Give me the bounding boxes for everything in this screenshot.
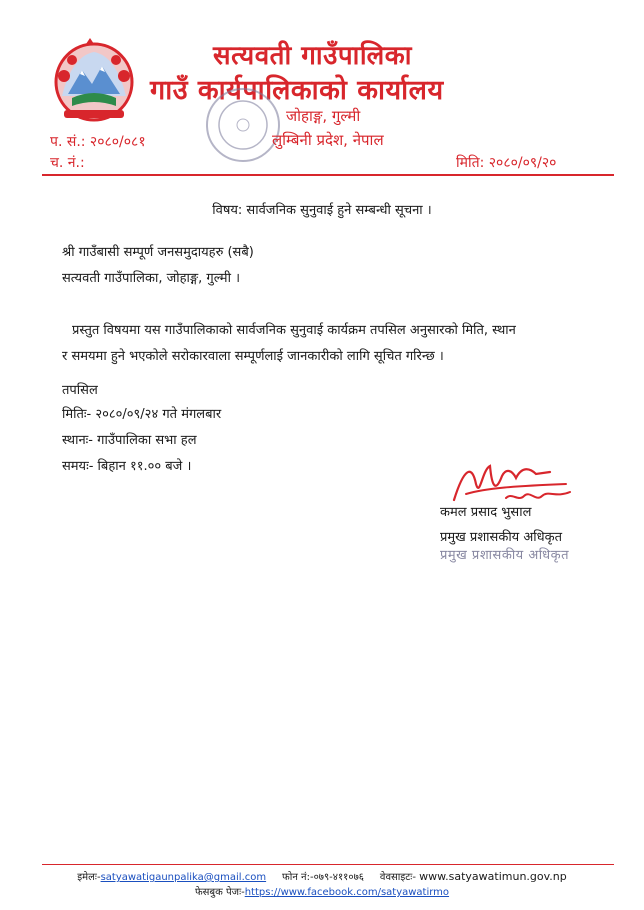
details-heading: तपसिल <box>62 383 98 398</box>
reference-number: प. सं.: २०८०/०८१ <box>50 134 146 150</box>
facebook-link[interactable]: https://www.facebook.com/satyawatirmo <box>244 887 450 898</box>
facebook-label: फेसबुक पेजः- <box>194 887 245 898</box>
dispatch-number: च. नं.: <box>50 155 85 171</box>
website-link[interactable]: www.satyawatimun.gov.np <box>419 870 567 883</box>
subject-line: विषय: सार्वजनिक सुनुवाई हुने सम्बन्धी सूचना । <box>212 203 432 218</box>
signatory-stamp: प्रमुख प्रशासकीय अधिकृत <box>440 548 570 563</box>
signatory-name: कमल प्रसाद भुसाल <box>440 505 532 520</box>
details-time: समयः- बिहान ११.०० बजे । <box>62 459 192 474</box>
office-address-province: लुम्बिनी प्रदेश, नेपाल <box>272 131 384 149</box>
body-paragraph-line-1: प्रस्तुत विषयमा यस गाउँपालिकाको सार्वजनिक सुनुवाई कार्यक्रम तपसिल अनुसारको मिति, स्थान <box>72 323 516 338</box>
office-subtitle: गाउँ कार्यपालिकाको कार्यालय <box>150 75 444 106</box>
footer-divider <box>42 864 614 865</box>
footer-contact-line <box>0 869 644 883</box>
office-stamp <box>204 86 282 164</box>
website-label: वेवसाइटः- <box>379 872 416 883</box>
office-address-district: जोहाङ्ग, गुल्मी <box>286 107 361 125</box>
phone-number: फोन नं:-०७९-४११०७६ <box>282 872 364 883</box>
email-link[interactable]: satyawatigaunpalika@gmail.com <box>100 872 267 883</box>
nepal-emblem-logo <box>42 36 146 126</box>
recipient-line-2: सत्यवती गाउँपालिका, जोहाङ्ग, गुल्मी । <box>62 271 240 286</box>
office-title: सत्यवती गाउँपालिका <box>213 41 412 71</box>
details-date: मितिः- २०८०/०९/२४ गते मंगलबार <box>62 407 222 422</box>
footer-social-line <box>0 884 644 898</box>
handwritten-signature <box>446 458 576 508</box>
email-label: इमेलः- <box>77 872 101 883</box>
body-paragraph-line-2: र समयमा हुने भएकोले सरोकारवाला सम्पूर्णलाई जानकारीको लागि सूचित गरिन्छ । <box>62 349 444 364</box>
letter-date: मिति: २०८०/०९/२० <box>456 155 557 171</box>
recipient-line-1: श्री गाउँबासी सम्पूर्ण जनसमुदायहरु (सबै) <box>62 245 254 260</box>
header-divider <box>42 174 614 176</box>
details-place: स्थानः- गाउँपालिका सभा हल <box>62 433 197 448</box>
signatory-title: प्रमुख प्रशासकीय अधिकृत <box>440 530 563 545</box>
